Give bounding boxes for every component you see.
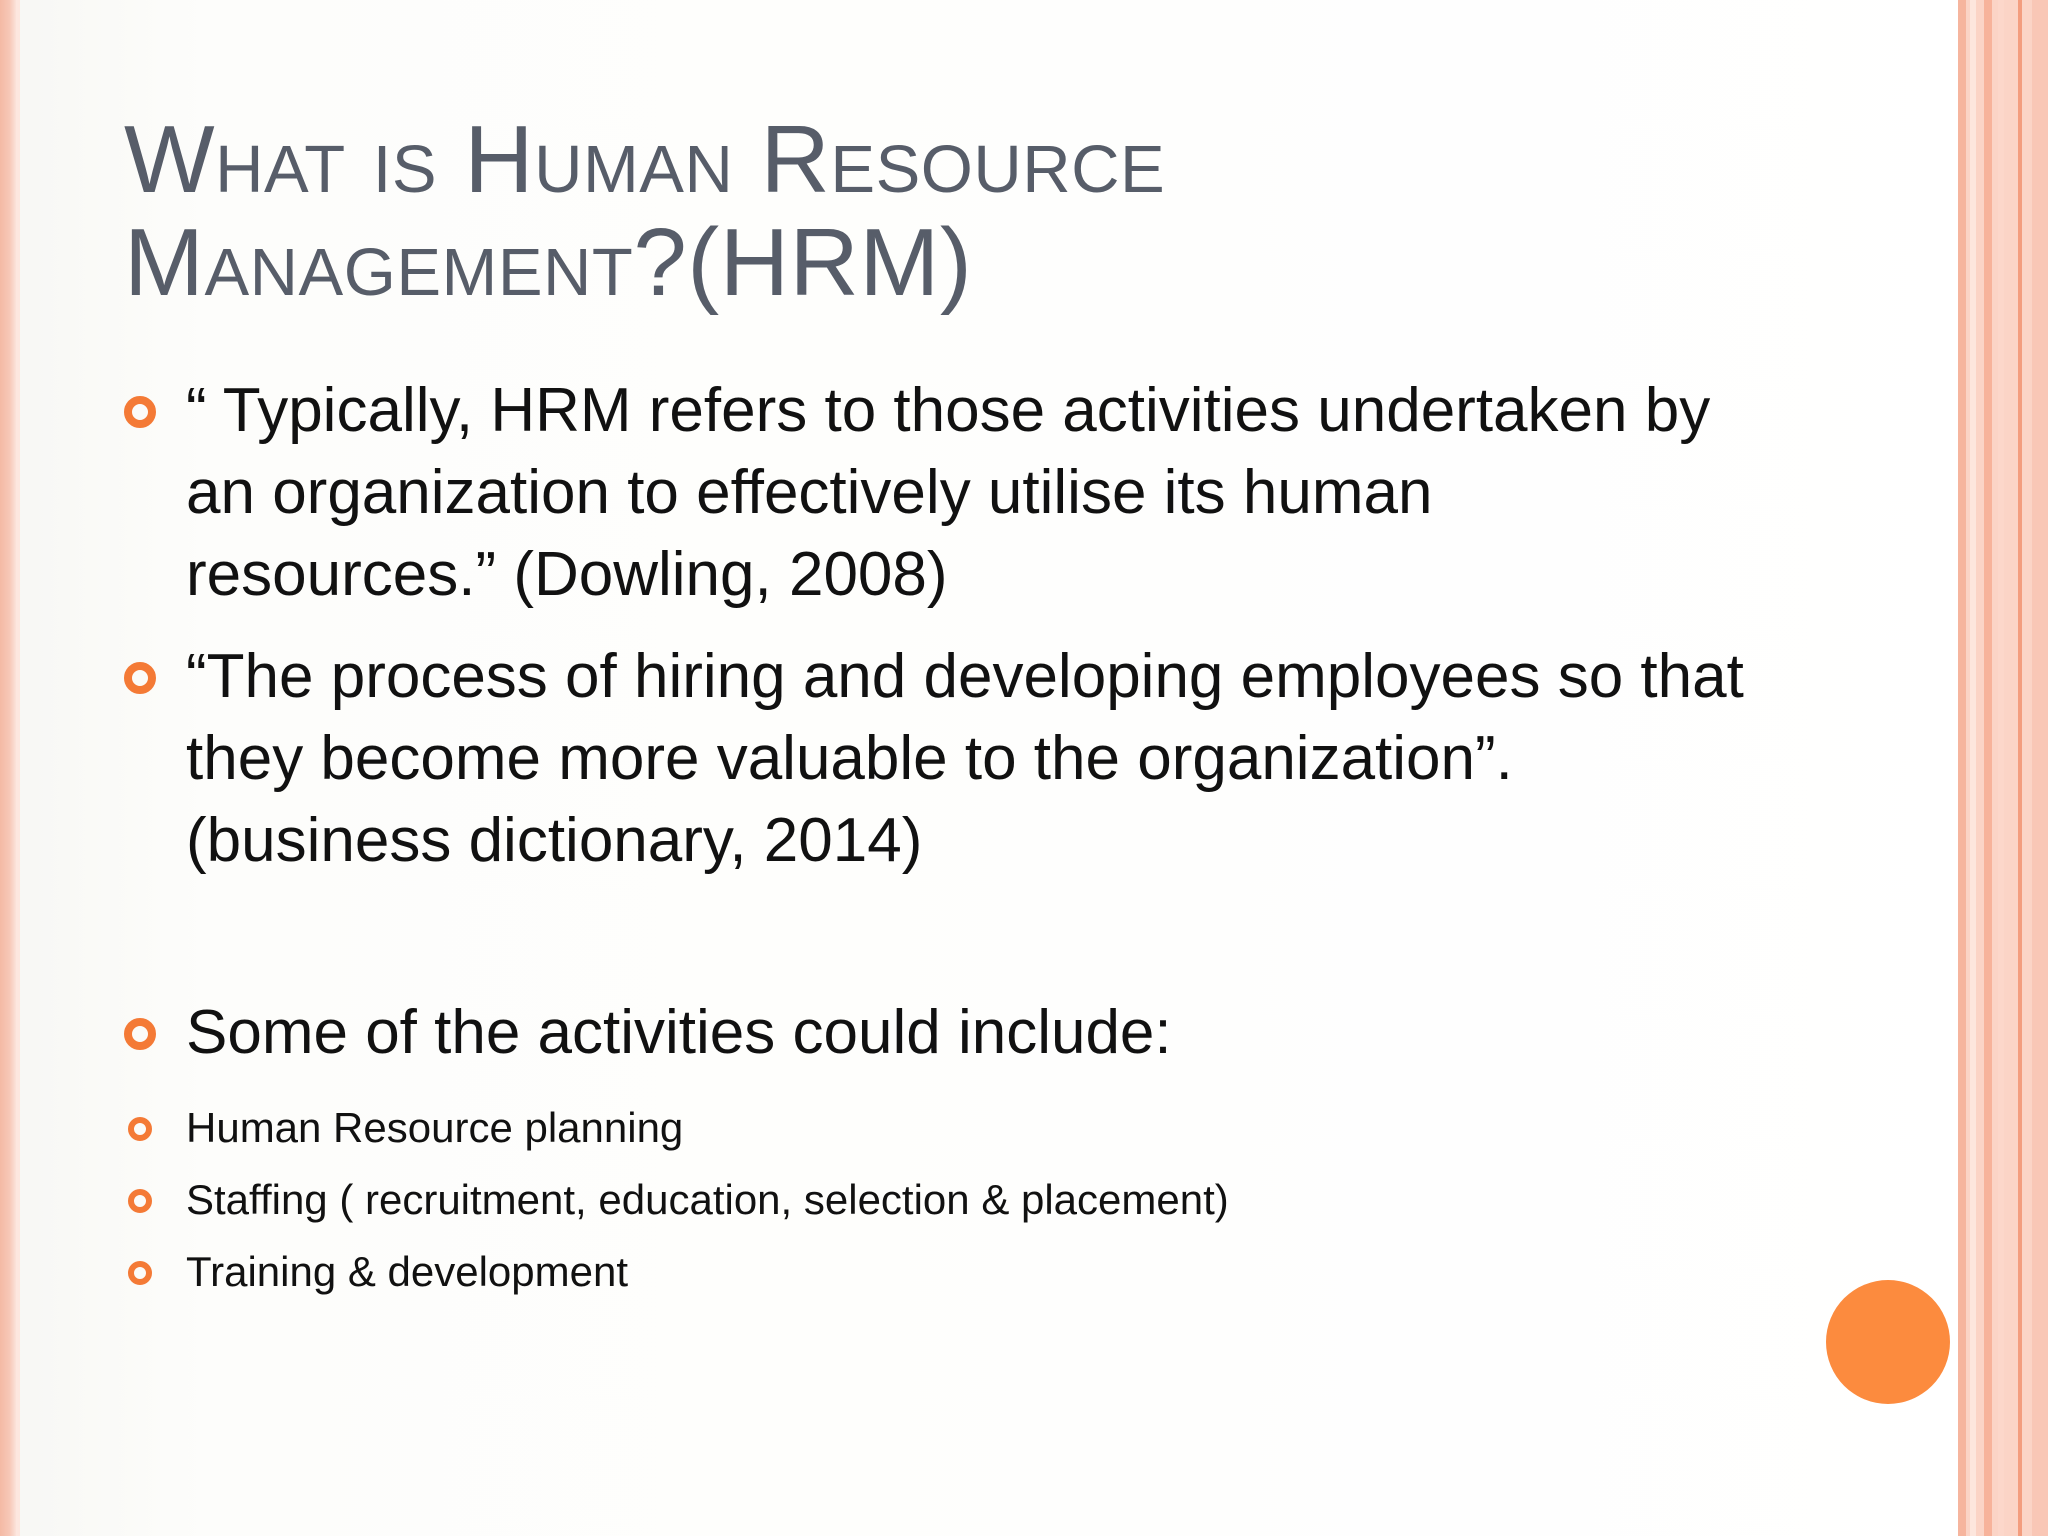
right-border-line [1970,0,1976,1536]
bullet-text: Training & development [186,1248,629,1295]
hollow-circle-icon [128,1117,152,1141]
title-line-1: What is Human Resource [124,106,1166,213]
bullet-text: Some of the activities could include: [186,998,1172,1067]
right-border-band [1960,0,2048,1536]
bullet-item-activities-intro [124,992,1744,1074]
right-border-line [2018,0,2022,1536]
bullet-text: “ Typically, HRM refers to those activities undertaken by an organization to effectively utilise its human resources.” (Dowling, 2008) [186,376,1711,609]
bullet-text: Staffing ( recruitment, education, selection & placement) [186,1176,1229,1223]
right-border-line [1998,0,2004,1536]
hollow-circle-icon [124,662,156,694]
hollow-circle-icon [124,396,156,428]
bullet-item-training [124,1242,1744,1302]
hollow-circle-icon [128,1189,152,1213]
left-border-highlight [16,0,20,1536]
hollow-circle-icon [124,1018,156,1050]
bullet-list [124,370,1744,1302]
hollow-circle-icon [128,1261,152,1285]
orange-dot-icon [1826,1280,1950,1404]
right-border-line [1958,0,1966,1536]
bullet-item-staffing [124,1170,1744,1230]
title-line-2: Management?(HRM) [124,209,973,316]
bullet-text: Human Resource planning [186,1104,684,1151]
right-border-line [2032,0,2048,1536]
bullet-text: “The process of hiring and developing employees so that they become more valuable to the organization”. (business dictionary, 2014) [186,642,1744,875]
right-border-line [1984,0,1992,1536]
bullet-item-business-dictionary-definition [124,636,1744,882]
bullet-item-dowling-definition [124,370,1744,616]
slide-title [124,108,1624,314]
bullet-item-hr-planning [124,1098,1744,1158]
left-border-stripe [0,0,16,1536]
